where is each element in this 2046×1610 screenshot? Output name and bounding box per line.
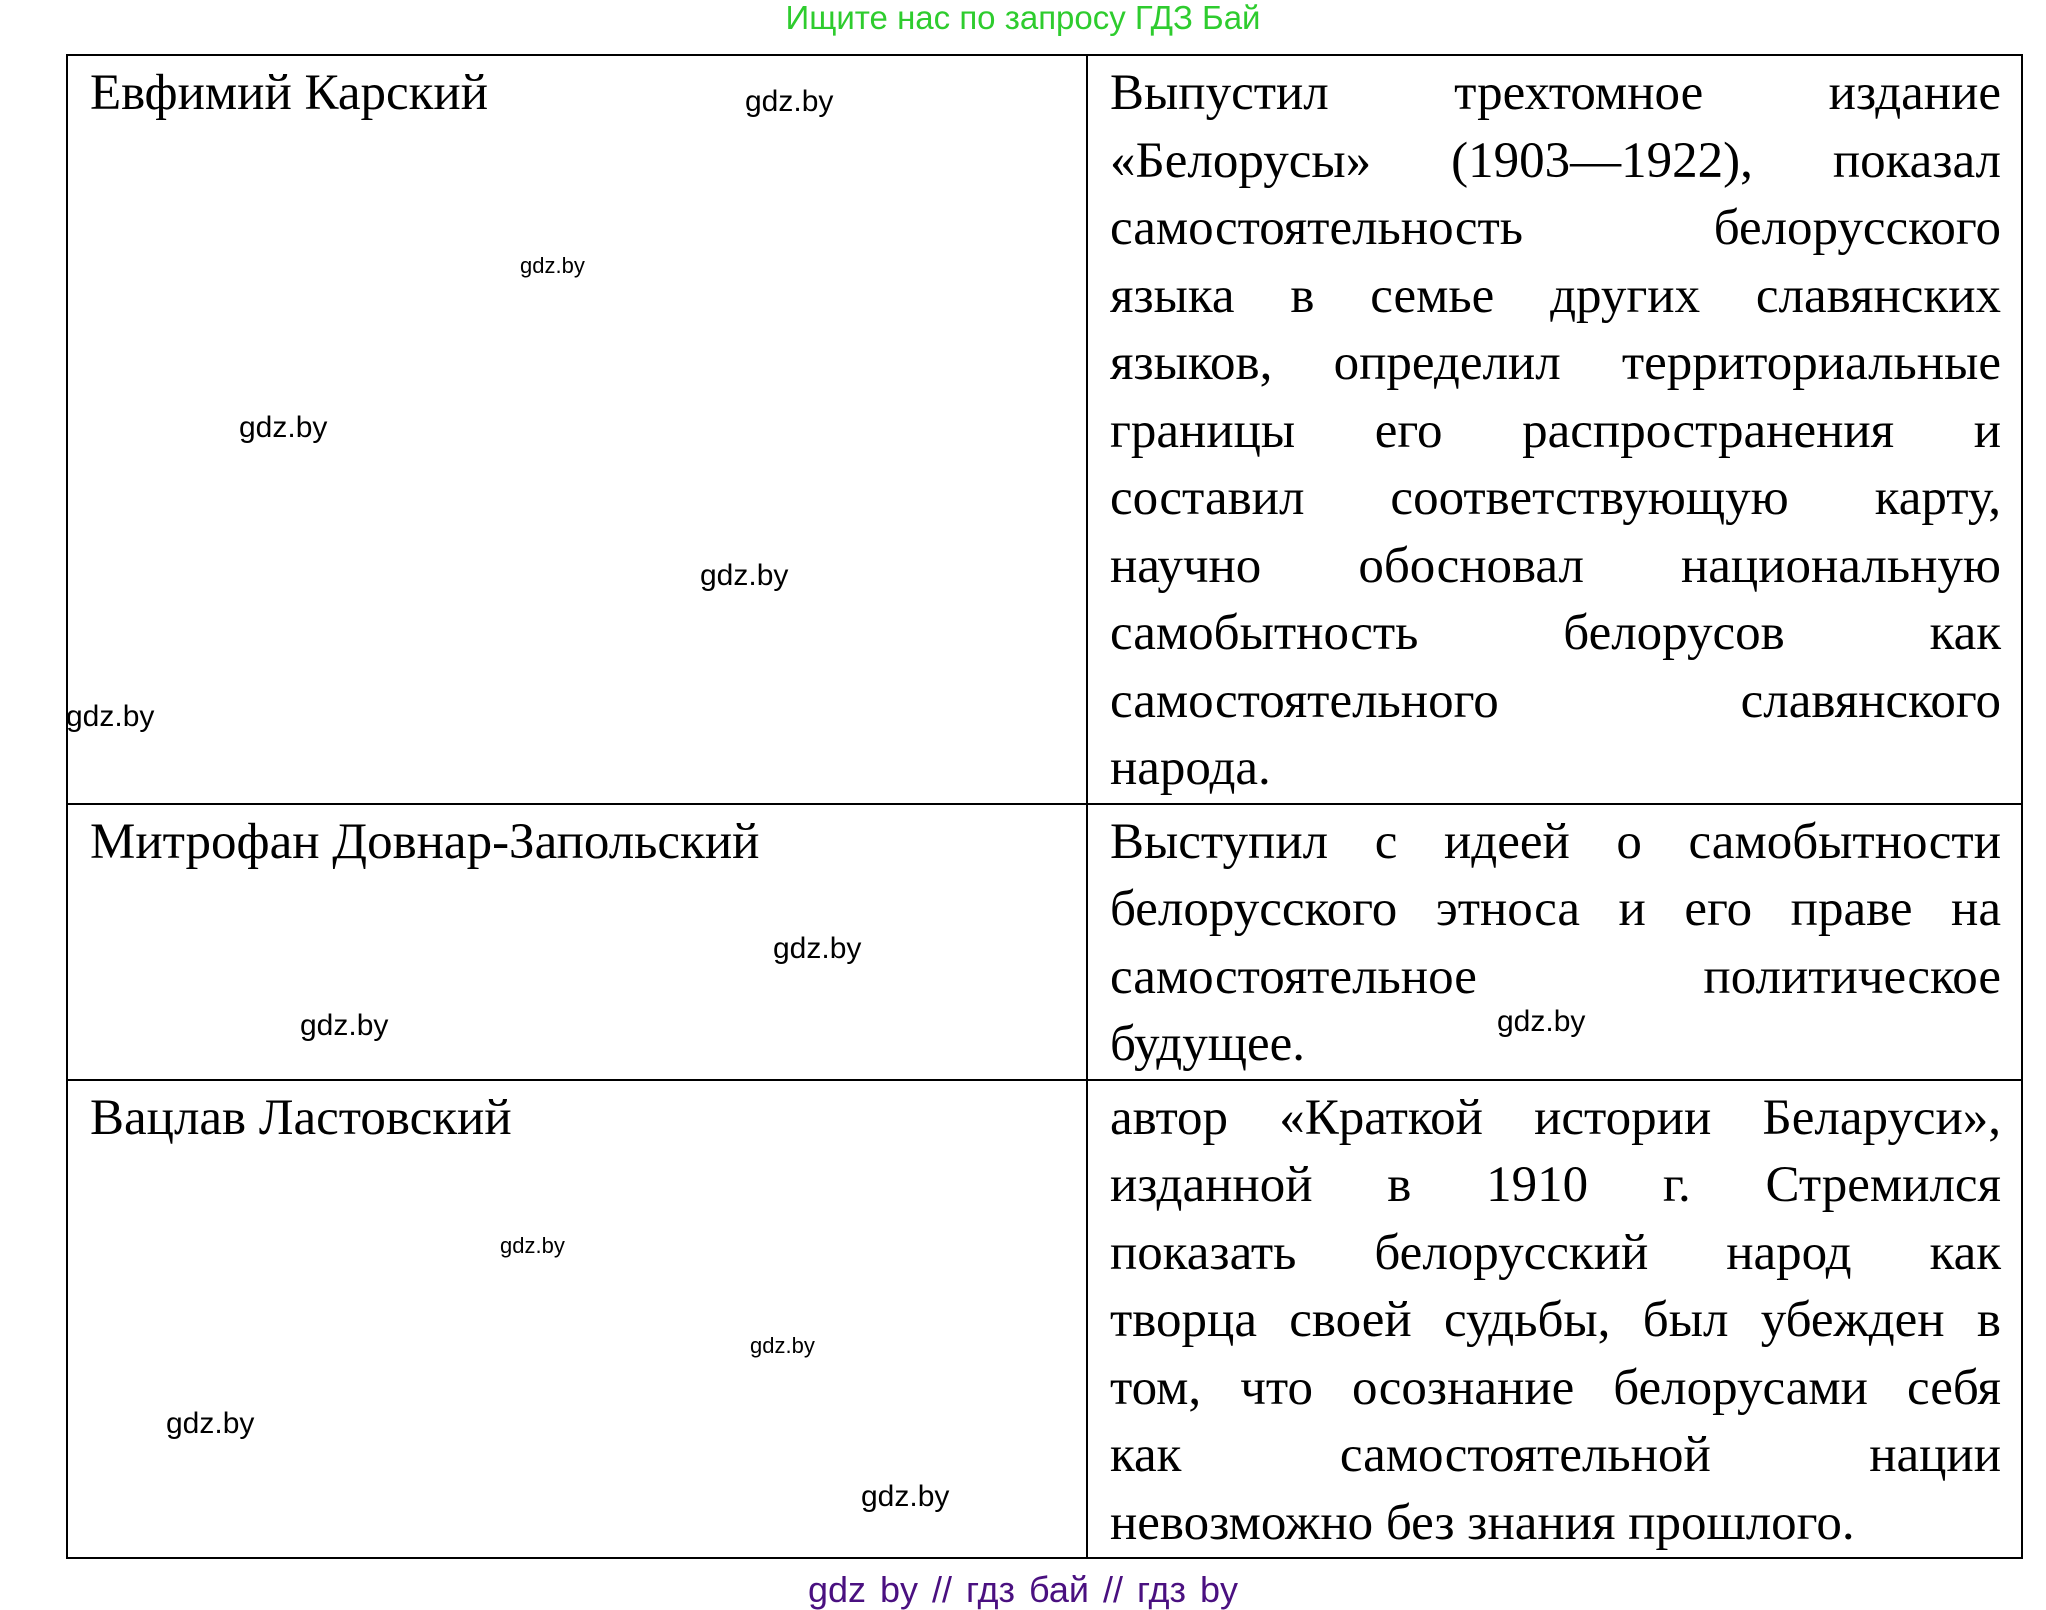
text-line: изданной в 1910 г. Стремился <box>1110 1157 2001 1213</box>
text-line: научно обосновал национальную <box>1110 537 2001 594</box>
text-line: показать белорусский народ как <box>1110 1224 2001 1281</box>
text-line: самостоятельного славянского <box>1110 672 2001 729</box>
text-line: самостоятельное политическое <box>1110 948 2001 1005</box>
table-row <box>67 1080 2022 1559</box>
watermark: gdz.by <box>166 1407 255 1440</box>
person-name: Вацлав Ластовский <box>67 1080 1087 1559</box>
watermark: gdz.by <box>750 1333 815 1358</box>
text-line: том, что осознание белорусами себя <box>1110 1359 2001 1416</box>
text-line: Выступил с идеей о самобытности <box>1110 813 2001 870</box>
watermark: gdz.by <box>861 1480 950 1513</box>
search-hint-header: Ищите нас по запросу ГДЗ Бай <box>785 0 1261 36</box>
watermark: gdz.by <box>773 932 862 965</box>
text-line: языков, определил территориальные <box>1110 335 2001 391</box>
text-line: языка в семье других славянских <box>1110 267 2001 324</box>
watermark: gdz.by <box>745 85 834 118</box>
table-row <box>67 55 2022 804</box>
person-name: Митрофан Довнар-Запольский <box>67 804 1087 1080</box>
watermark: gdz.by <box>66 700 155 733</box>
watermark: gdz.by <box>500 1233 565 1258</box>
watermark: gdz.by <box>300 1009 389 1042</box>
text-line: будущее. <box>1110 1016 1306 1072</box>
person-description <box>1087 804 2022 1080</box>
text-line: границы его распространения и <box>1110 402 2001 459</box>
text-line: народа. <box>1110 740 1271 796</box>
text-line: самобытность белорусов как <box>1110 605 2001 661</box>
text-line: автор «Краткой истории Беларуси», <box>1110 1089 2001 1146</box>
answer-table <box>66 54 2023 1559</box>
watermark: gdz.by <box>700 559 789 592</box>
text-line: белорусского этноса и его праве на <box>1110 881 2001 937</box>
text-line: «Белорусы» (1903—1922), показал <box>1110 132 2001 189</box>
watermark: gdz.by <box>1497 1005 1586 1038</box>
person-description <box>1087 1080 2022 1559</box>
person-description <box>1087 55 2022 804</box>
text-line: Выпустил трехтомное издание <box>1110 65 2001 121</box>
person-name: Евфимий Карский <box>67 55 1087 804</box>
text-line: невозможно без знания прошлого. <box>1110 1494 1855 1551</box>
site-footer: gdz by // гдз бай // гдз by <box>807 1569 1239 1610</box>
text-line: составил соответствующую карту, <box>1110 470 2001 526</box>
watermark: gdz.by <box>239 411 328 444</box>
text-line: самостоятельность белорусского <box>1110 200 2001 256</box>
watermark: gdz.by <box>520 253 585 278</box>
text-line: как самостоятельной нации <box>1110 1427 2001 1483</box>
text-line: творца своей судьбы, был убежден в <box>1110 1292 2001 1348</box>
